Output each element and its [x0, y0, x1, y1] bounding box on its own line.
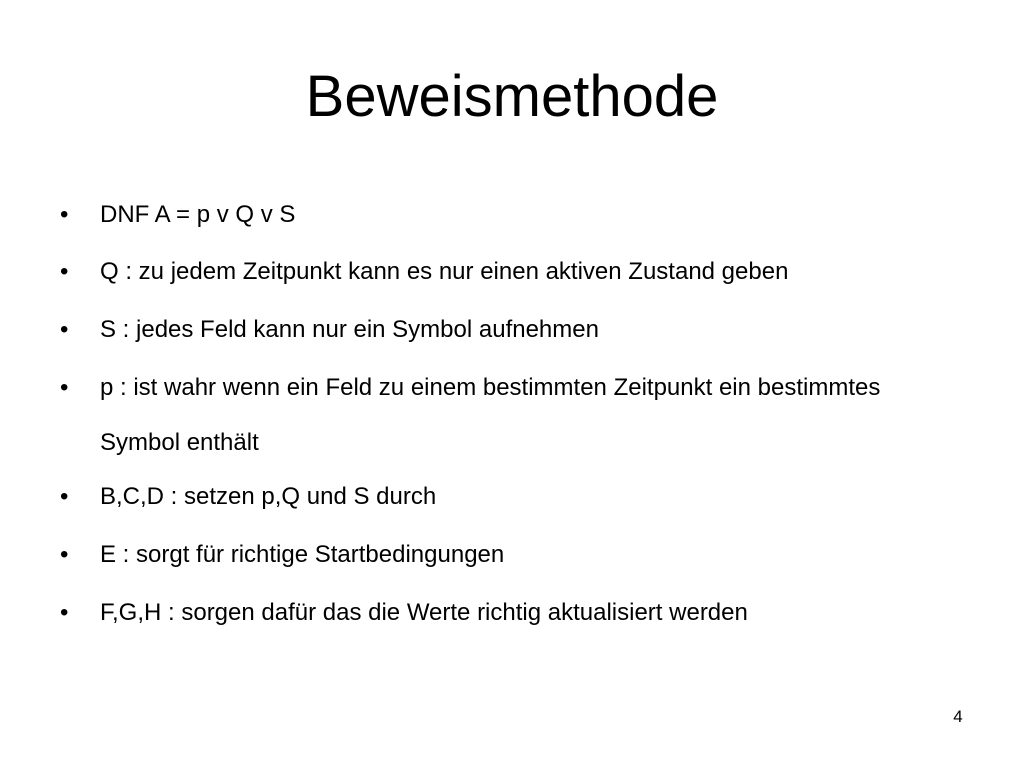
bullet-icon: •: [60, 541, 69, 568]
bullet-text: S : jedes Feld kann nur ein Symbol aufnehmen: [100, 316, 599, 343]
slide-title: Beweismethode: [305, 64, 719, 129]
bullet-icon: •: [60, 374, 69, 401]
bullet-item: [60, 585, 960, 640]
bullet-item: [60, 187, 960, 242]
bullet-icon: •: [60, 316, 69, 343]
bullet-text: p : ist wahr wenn ein Feld zu einem bestimmten Zeitpunkt ein bestimmtes Symbol enthält: [100, 374, 881, 456]
bullet-item: [60, 360, 890, 470]
page-number: 4: [953, 707, 963, 726]
bullet-icon: •: [60, 483, 69, 510]
bullet-item: [60, 244, 960, 299]
bullet-item: [60, 527, 960, 582]
bullet-icon: •: [60, 201, 69, 228]
bullet-text: Q : zu jedem Zeitpunkt kann es nur einen aktiven Zustand geben: [100, 258, 789, 285]
bullet-text: DNF A = p v Q v S: [100, 201, 296, 228]
bullet-item: [60, 469, 960, 524]
bullet-icon: •: [60, 599, 69, 626]
bullet-text: E : sorgt für richtige Startbedingungen: [100, 541, 505, 568]
bullet-text: F,G,H : sorgen dafür das die Werte richtig aktualisiert werden: [100, 599, 748, 626]
bullet-text: B,C,D : setzen p,Q und S durch: [100, 483, 437, 510]
bullet-item: [60, 302, 960, 357]
bullet-icon: •: [60, 258, 69, 285]
